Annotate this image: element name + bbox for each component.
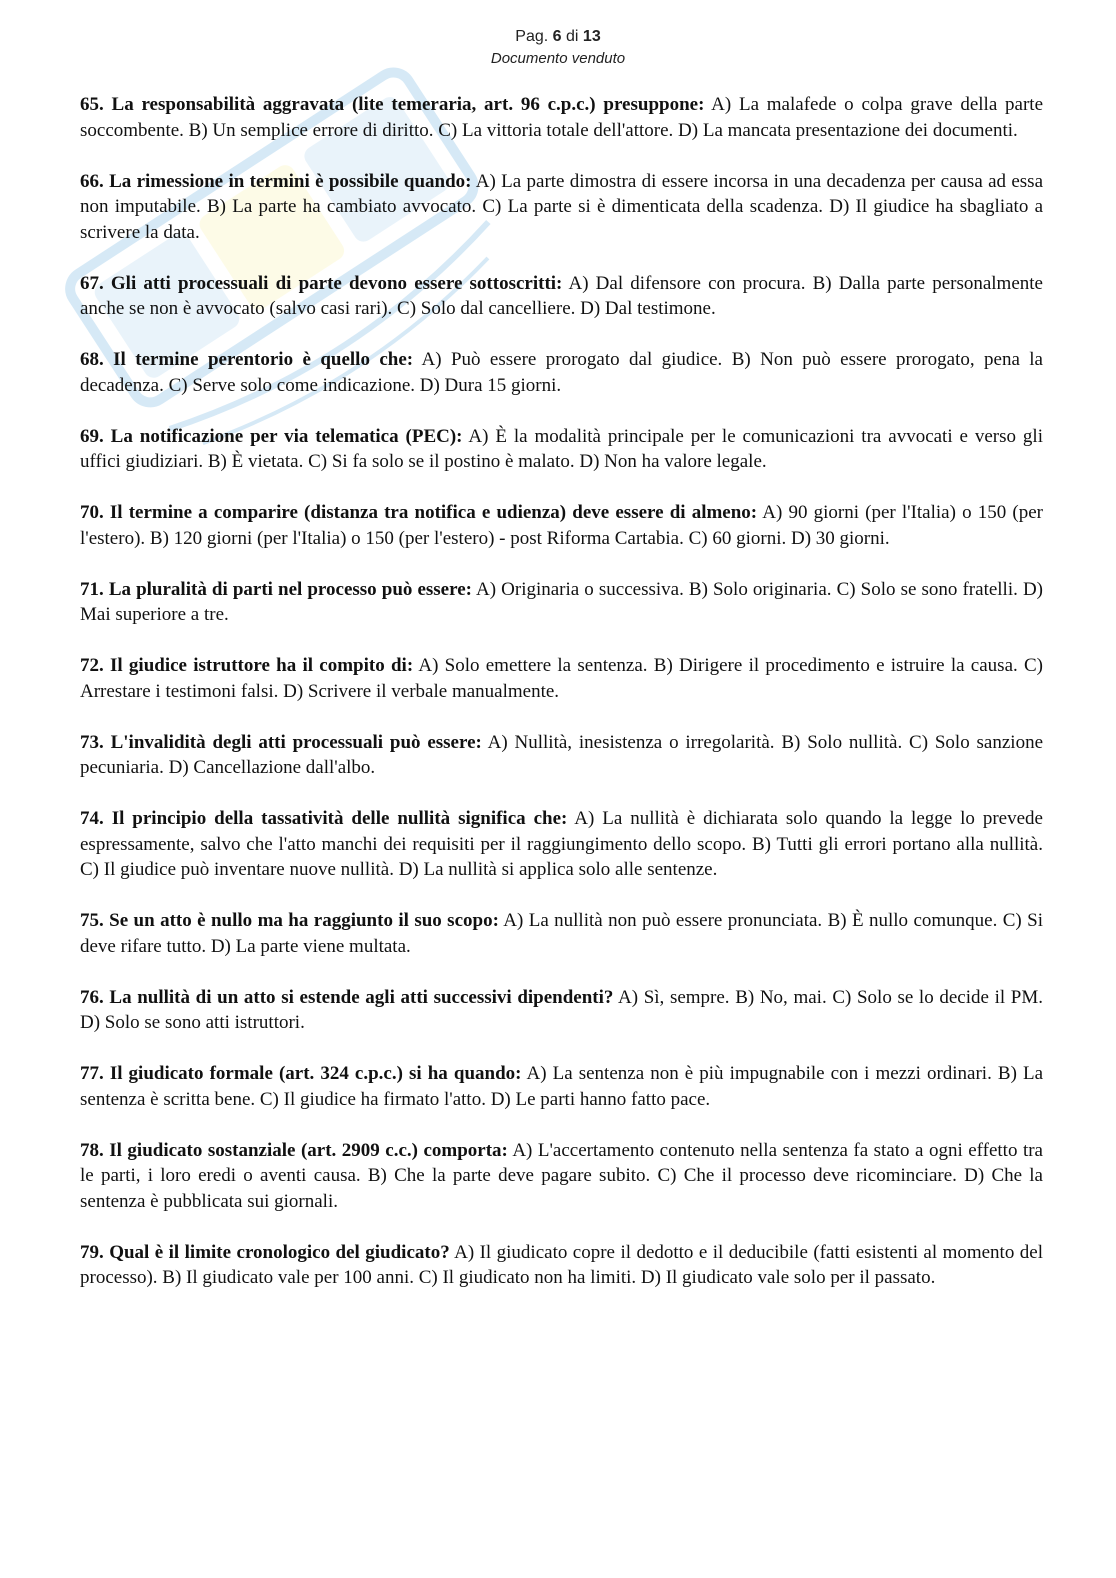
question-title: 77. Il giudicato formale (art. 324 c.p.c.) si ha quando: [80,1063,522,1084]
question-66 [80,169,1043,246]
question-answers: A) Originaria o successiva. B) Solo originaria. C) Solo se sono fratelli. D) Mai superiore a tre. [80,578,1043,625]
question-title: 70. Il termine a comparire (distanza tra notifica e udienza) deve essere di almeno: [80,502,758,523]
question-title: 74. Il principio della tassatività delle nullità significa che: [80,808,568,829]
question-title: 68. Il termine perentorio è quello che: [80,349,414,370]
page-header [0,26,1116,70]
questions-list [80,92,1043,1316]
question-75 [80,908,1043,959]
question-69 [80,424,1043,475]
question-title: 75. Se un atto è nullo ma ha raggiunto il suo scopo: [80,910,499,931]
question-answers: A) L'accertamento contenuto nella sentenza fa stato a ogni effetto tra le parti, i loro eredi o aventi causa. B) Che la parte deve pagare subito. C) Che il processo deve ricominciare. D) Che la sentenza è pubblicata sui giornali. [80,1139,1043,1212]
question-answers: A) È la modalità principale per le comunicazioni tra avvocati e verso gli uffici giudiziari. B) È vietata. C) Si fa solo se il postino è malato. D) Non ha valore legale. [80,425,1043,472]
question-title: 78. Il giudicato sostanziale (art. 2909 c.c.) comporta: [80,1139,508,1161]
question-79 [80,1240,1043,1291]
question-title: 66. La rimessione in termini è possibile quando: [80,170,472,192]
question-title: 73. L'invalidità degli atti processuali può essere: [80,731,482,753]
question-answers: A) Nullità, inesistenza o irregolarità. B) Solo nullità. C) Solo sanzione pecuniaria. D) Cancellazione dall'albo. [80,731,1044,778]
question-answers: A) Dal difensore con procura. B) Dalla parte personalmente anche se non è avvocato (salvo casi rari). C) Solo dal cancelliere. D) Dal testimone. [80,272,1043,319]
question-title: 76. La nullità di un atto si estende agli atti successivi dipendenti? [80,986,614,1008]
question-answers: A) Solo emettere la sentenza. B) Dirigere il procedimento e istruire la causa. C) Arrestare i testimoni falsi. D) Scrivere il verbale manualmente. [80,655,1044,702]
question-76 [80,985,1043,1036]
question-70 [80,500,1043,551]
question-72 [80,653,1043,704]
question-answers: A) La malafede o colpa grave della parte soccombente. B) Un semplice errore di diritto. C) La vittoria totale dell'attore. D) La mancata presentazione dei documenti. [80,94,1044,141]
question-67 [80,271,1043,322]
page-sep: di [566,28,579,45]
question-68 [80,347,1043,398]
question-answers: A) Può essere prorogato dal giudice. B) Non può essere prorogato, pena la decadenza. C) Serve solo come indicazione. D) Dura 15 giorni. [80,349,1043,396]
question-answers: A) 90 giorni (per l'Italia) o 150 (per l'estero). B) 120 giorni (per l'Italia) o 150 (per l'estero) - post Riforma Cartabia. C) 60 giorni. D) 30 giorni. [80,502,1043,549]
page-current: 6 [552,28,562,45]
question-77 [80,1061,1043,1112]
question-answers: A) Il giudicato copre il dedotto e il deducibile (fatti esistenti al momento del processo). B) Il giudicato vale per 100 anni. C) Il giudicato non ha limiti. D) Il giudicato vale solo per il passato. [80,1241,1043,1288]
page-prefix: Pag. [515,28,549,45]
question-74 [80,806,1043,883]
question-answers: A) La sentenza non è più impugnabile con i mezzi ordinari. B) La sentenza è scritta bene. C) Il giudice ha firmato l'atto. D) Le parti hanno fatto pace. [80,1063,1044,1110]
question-title: 72. Il giudice istruttore ha il compito di: [80,655,414,676]
page-total: 13 [582,28,601,45]
question-title: 67. Gli atti processuali di parte devono essere sottoscritti: [80,272,563,294]
sold-note: Documento venduto [490,50,626,67]
question-title: 69. La notificazione per via telematica (PEC): [80,425,463,447]
question-title: 71. La pluralità di parti nel processo può essere: [80,578,472,600]
question-answers: A) Sì, sempre. B) No, mai. C) Solo se lo decide il PM. D) Solo se sono atti istruttori. [80,986,1043,1033]
page-number [0,26,1116,48]
question-title: 79. Qual è il limite cronologico del giudicato? [80,1241,450,1263]
question-65 [80,92,1043,143]
question-73 [80,730,1043,781]
question-71 [80,577,1043,628]
question-78 [80,1138,1043,1215]
question-title: 65. La responsabilità aggravata (lite temeraria, art. 96 c.p.c.) presuppone: [80,94,705,115]
question-answers: A) La parte dimostra di essere incorsa in una decadenza per causa ad essa non imputabile. B) La parte ha cambiato avvocato. C) La parte si è dimenticata della scadenza. D) Il giudice ha sbagliato a scrivere la data. [80,170,1044,243]
question-answers: A) La nullità è dichiarata solo quando la legge lo prevede espressamente, salvo che l'atto manchi dei requisiti per il raggiungimento dello scopo. B) Tutti gli errori portano alla nullità. C) Il giudice può inventare nuove nullità. D) La nullità si applica solo alle sentenze. [80,808,1043,880]
question-answers: A) La nullità non può essere pronunciata. B) È nullo comunque. C) Si deve rifare tutto. D) La parte viene multata. [80,910,1043,957]
